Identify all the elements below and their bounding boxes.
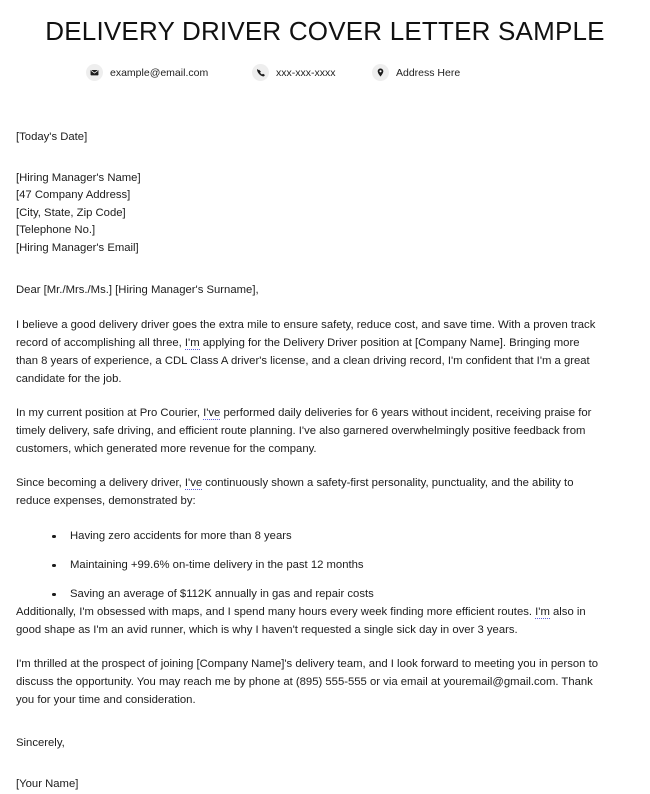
body-paragraph-4 <box>16 603 604 639</box>
paragraph-4-text-part-2: also in good shape as I'm an avid runner, which is why I haven't requested a single sick day in over 3 years. <box>16 605 586 636</box>
contact-address-value: Address Here <box>396 66 461 79</box>
closing: Sincerely, <box>16 736 65 749</box>
body-paragraph-2 <box>16 404 604 458</box>
paragraph-1-text-part-1: I believe a good delivery driver goes the extra mile to ensure safety, reduce cost, and save time. With a proven track record of accomplishing all three, <box>16 318 596 349</box>
recipient-line: [City, State, Zip Code] <box>16 206 126 219</box>
salutation-block <box>16 282 604 300</box>
paragraph-2-text-part-1: In my current position at Pro Courier, <box>16 406 204 419</box>
paragraph-3-text-part-2: continuously shown a safety-first personality, punctuality, and the ability to reduce expenses, demonstrated by: <box>16 476 574 507</box>
grammar-flagged-word[interactable]: I'm <box>184 336 200 349</box>
grammar-flagged-word[interactable]: I've <box>203 406 221 419</box>
letter-body <box>0 129 650 794</box>
achievements-list <box>16 528 604 603</box>
envelope-icon <box>86 64 103 81</box>
paragraph-1-text-part-2: applying for the Delivery Driver position at [Company Name]. Bringing more than 8 years of experience, a CDL Class A driver's license, and a clean driving record, I'm confident that I'm a great candidate for the job. <box>16 336 590 385</box>
contact-item-address <box>372 64 460 81</box>
paragraph-3-text-part-1: Since becoming a delivery driver, <box>16 476 185 489</box>
paragraph-2-text-part-2: performed daily deliveries for 6 years without incident, receiving praise for timely delivery, safe driving, and efficient route planning. I've also garnered overwhelmingly positive feedback from customers, which generated more revenue for the company. <box>16 406 592 455</box>
map-pin-icon <box>372 64 389 81</box>
body-paragraph-1 <box>16 316 604 388</box>
recipient-line: [Hiring Manager's Email] <box>16 241 139 254</box>
contact-item-email <box>86 64 252 81</box>
recipient-line: [Telephone No.] <box>16 224 96 236</box>
paragraph-4-text-part-1: Additionally, I'm obsessed with maps, and I spend many hours every week finding more efficient routes. <box>16 605 536 618</box>
contact-email-value: example@email.com <box>110 66 209 79</box>
signature-name: [Your Name] <box>16 778 79 790</box>
recipient-block <box>16 170 604 258</box>
list-item: Saving an average of $112K annually in gas and repair costs <box>52 586 604 603</box>
date-block <box>16 129 604 147</box>
grammar-flagged-word[interactable]: I'm <box>535 605 550 618</box>
list-item: Maintaining +99.6% on-time delivery in the past 12 months <box>52 557 604 574</box>
contact-bar <box>0 48 650 81</box>
list-item: Having zero accidents for more than 8 years <box>52 528 604 545</box>
recipient-line: [47 Company Address] <box>16 189 131 201</box>
phone-icon <box>252 64 269 81</box>
body-paragraph-3 <box>16 474 604 510</box>
page-title: DELIVERY DRIVER COVER LETTER SAMPLE <box>45 16 605 46</box>
recipient-line: [Hiring Manager's Name] <box>16 171 141 184</box>
body-paragraph-5: I'm thrilled at the prospect of joining [Company Name]'s delivery team, and I look forward to meeting you in person to discuss the opportunity. You may reach me by phone at (895) 555-555 or via email at youremail@gmail.com. Thank you for your time and consideration. <box>16 657 598 706</box>
salutation: Dear [Mr./Mrs./Ms.] [Hiring Manager's Surname], <box>16 284 259 296</box>
contact-phone-value: xxx-xxx-xxxx <box>276 66 336 79</box>
grammar-flagged-word[interactable]: I've <box>184 476 203 489</box>
contact-item-phone <box>252 64 372 81</box>
letter-date: [Today's Date] <box>16 131 88 143</box>
